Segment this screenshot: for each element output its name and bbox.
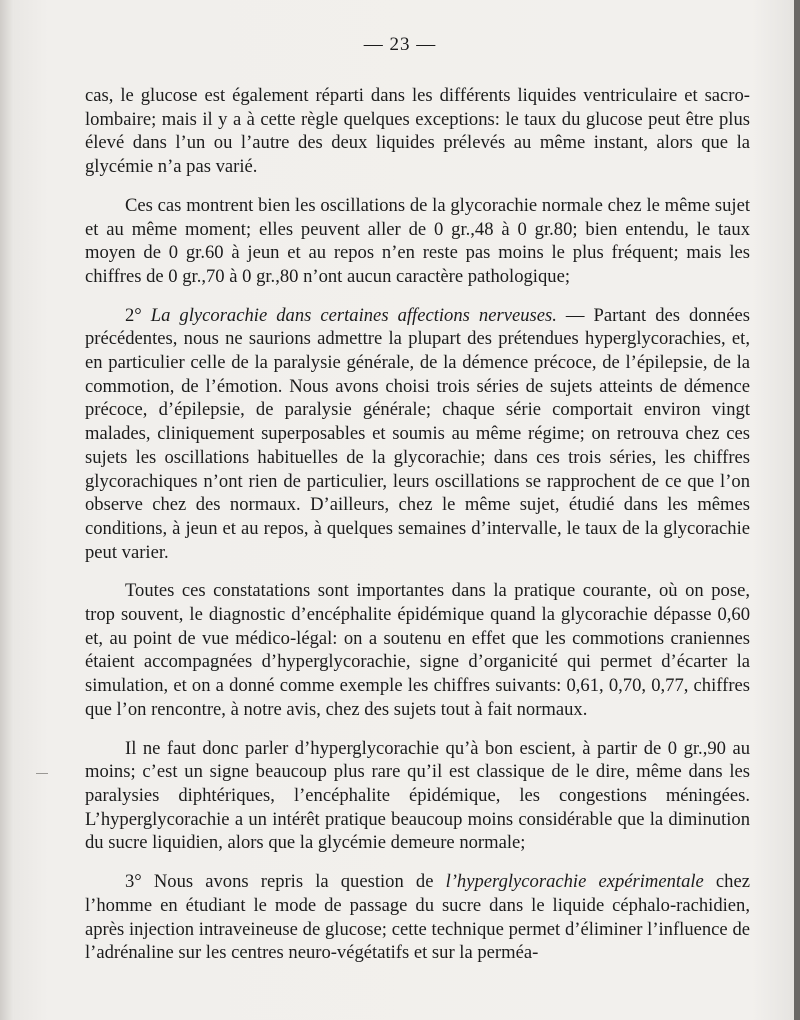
page-number: — 23 — — [363, 34, 437, 55]
page-left-edge — [0, 0, 14, 1020]
paragraph-6 — [85, 870, 750, 965]
paragraph-5: Il ne faut donc parler d’hyperglycorachie qu’à bon escient, à partir de 0 gr.,90 au moins; c’est un signe beaucoup plus rare qu’il est classique de le dire, même dans les paralysies diphtériques, l’encéphalite épidémique, les congestions méningées. L’hyperglycorachie a un intérêt pratique beaucoup moins considérable que la diminution du sucre liquidien, alors que la glycémie demeure normale; — [85, 737, 750, 854]
paragraph-3-text: — Partant des données précédentes, nous ne saurions admettre la plupart des prétendues hyperglycorachies, et, en particulier celle de la paralysie générale, de la démence précoce, de l’épilepsie, de la commotion, de l’émotion. Nous avons choisi trois séries de sujets atteints de démence précoce, d’épilepsie, de paralysie générale; chaque série comportait environ vingt malades, cliniquement superposables et soumis au même régime; on retrouva chez ces sujets les oscillations habituelles de la glycorachie; dans ces trois séries, les chiffres glycorachiques n’ont rien de particulier, leurs oscillations se rapprochent de ce que l’on observe chez des normaux. D’ailleurs, chez le même sujet, étudié dans les mêmes conditions, à jeun et au repos, à quelques semaines d’intervalle, le taux de la glycorachie peut varier. — [85, 304, 750, 563]
paragraph-1: cas, le glucose est également réparti dans les différents liquides ventriculaire et sacro-lombaire; mais il y a à cette règle quelques exceptions: le taux du glucose peut être plus élevé dans l’un ou l’autre des deux liquides prélevés au même instant, alors que la glycémie n’a pas varié. — [85, 85, 750, 178]
paragraph-6-emphasis: l’hyperglycorachie expérimentale — [445, 871, 704, 893]
paragraph-4: Toutes ces constatations sont importantes dans la pratique courante, où on pose, trop souvent, le diagnostic d’encéphalite épidémique quand la glycorachie dépasse 0,60 et, au point de vue médico-légal: on a soutenu en effet que les commotions craniennes étaient accompagnées d’hyperglycorachie, signe d’organicité qui permet d’écarter la simulation, et on a donné comme exemple les chiffres suivants: 0,61, 0,70, 0,77, chiffres que l’on rencontre, à notre avis, chez des sujets tout à fait normaux. — [85, 580, 750, 720]
section-number: 2° — [125, 304, 151, 326]
margin-mark — [36, 773, 48, 774]
paragraph-2: Ces cas montrent bien les oscillations de la glycorachie normale chez le même sujet et au même moment; elles peuvent aller de 0 gr.,48 à 0 gr.80; bien entendu, le taux moyen de 0 gr.60 à jeun et au repos n’en reste pas moins le plus fréquent; mais les chiffres de 0 gr.,70 à 0 gr.,80 n’ont aucun caractère pathologique; — [85, 194, 750, 287]
section-heading: La glycorachie dans certaines affections nerveuses. — [150, 304, 557, 326]
paragraph-6-text: chez l’homme en étudiant le mode de passage du sucre dans le liquide céphalo-rachidien, après injection intraveineuse de glucose; cette technique permet d’éliminer l’influence de l’adrénaline sur les centres neuro-végétatifs et sur la perméa- — [85, 871, 750, 964]
page-right-edge — [794, 0, 800, 1020]
body-text — [85, 84, 750, 980]
paragraph-3 — [85, 304, 750, 565]
paragraph-6-lead: 3° Nous avons repris la question de — [125, 871, 446, 893]
